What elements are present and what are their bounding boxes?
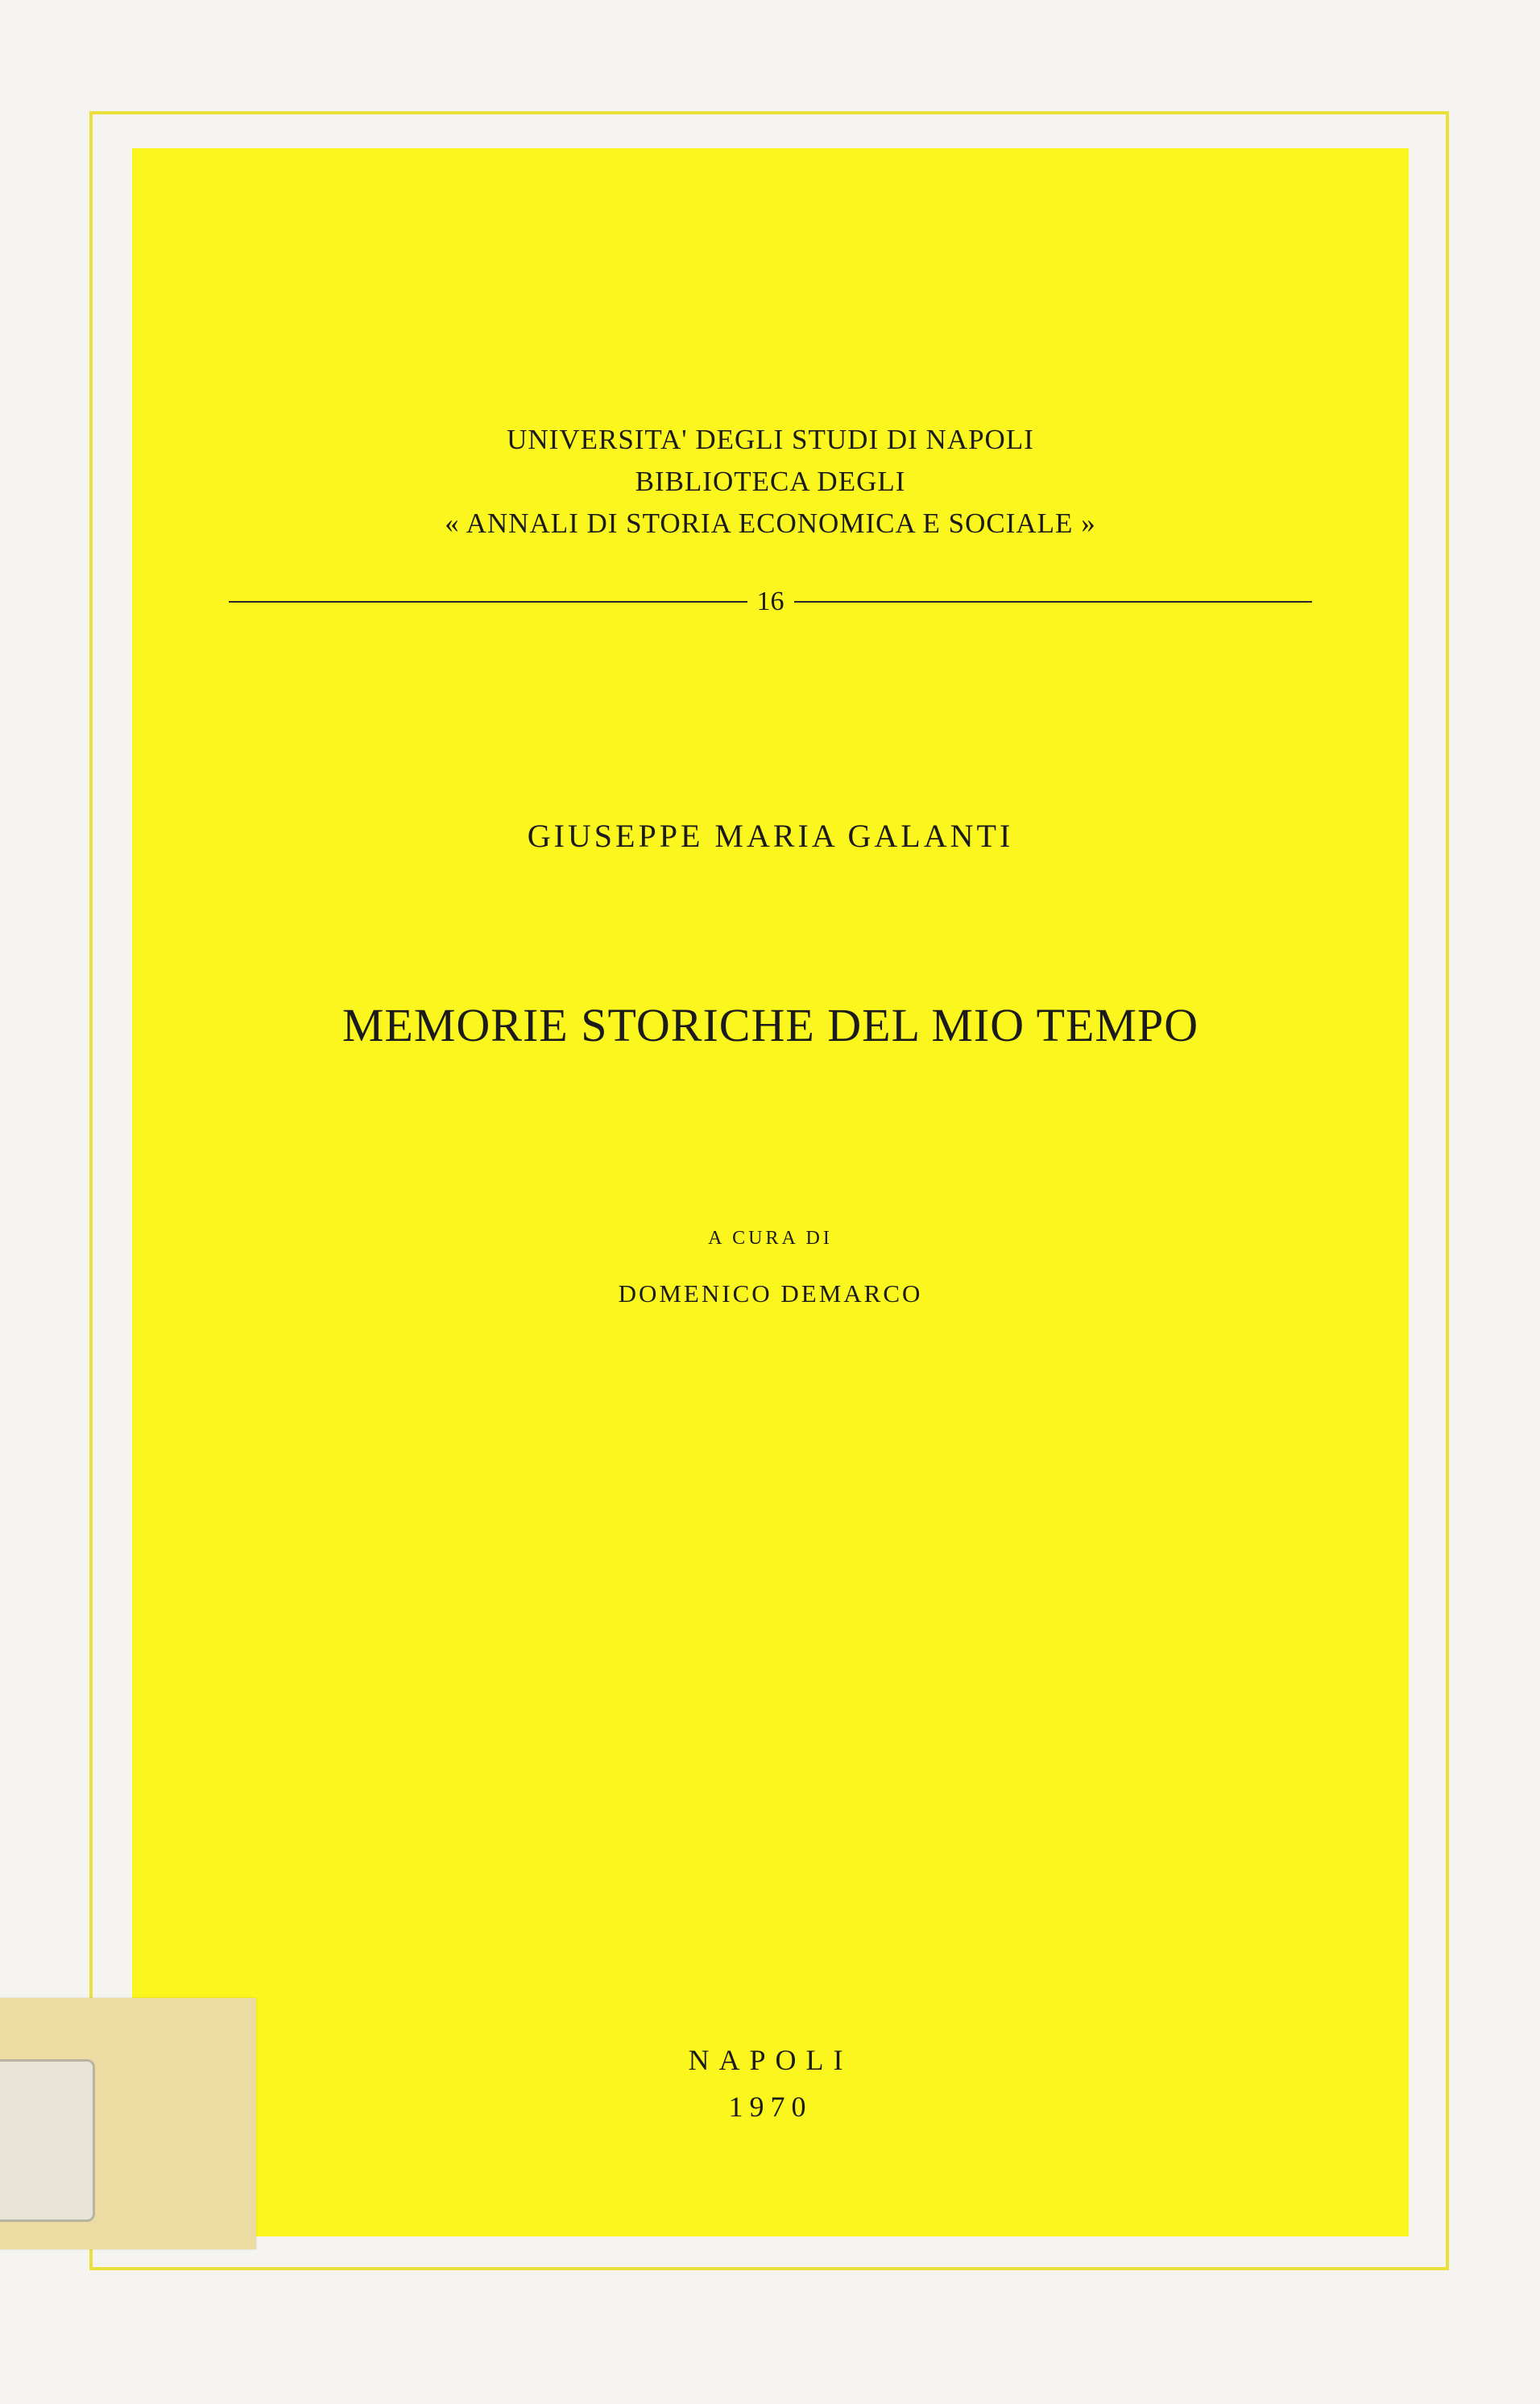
editor-name: DOMENICO DEMARCO: [618, 1279, 923, 1308]
library-sticker: [0, 1998, 256, 2249]
cover-panel: [132, 148, 1409, 2236]
curated-by-label: A CURA DI: [708, 1228, 833, 1249]
publication-place: NAPOLI: [688, 2044, 853, 2076]
rule-right: [794, 601, 1313, 603]
university-name: UNIVERSITA' DEGLI STUDI DI NAPOLI: [507, 424, 1034, 455]
publication-year: 1970: [728, 2091, 813, 2123]
series-number-rule: [229, 582, 1312, 622]
sticker-tab: [0, 2059, 95, 2222]
library-name: BIBLIOTECA DEGLI: [635, 466, 906, 497]
series-header: [132, 419, 1409, 545]
series-number: 16: [756, 586, 784, 616]
author-name: GIUSEPPE MARIA GALANTI: [527, 818, 1014, 854]
book-title: MEMORIE STORICHE DEL MIO TEMPO: [342, 999, 1199, 1051]
series-name: « ANNALI DI STORIA ECONOMICA E SOCIALE »: [445, 508, 1096, 539]
rule-left: [229, 601, 747, 603]
